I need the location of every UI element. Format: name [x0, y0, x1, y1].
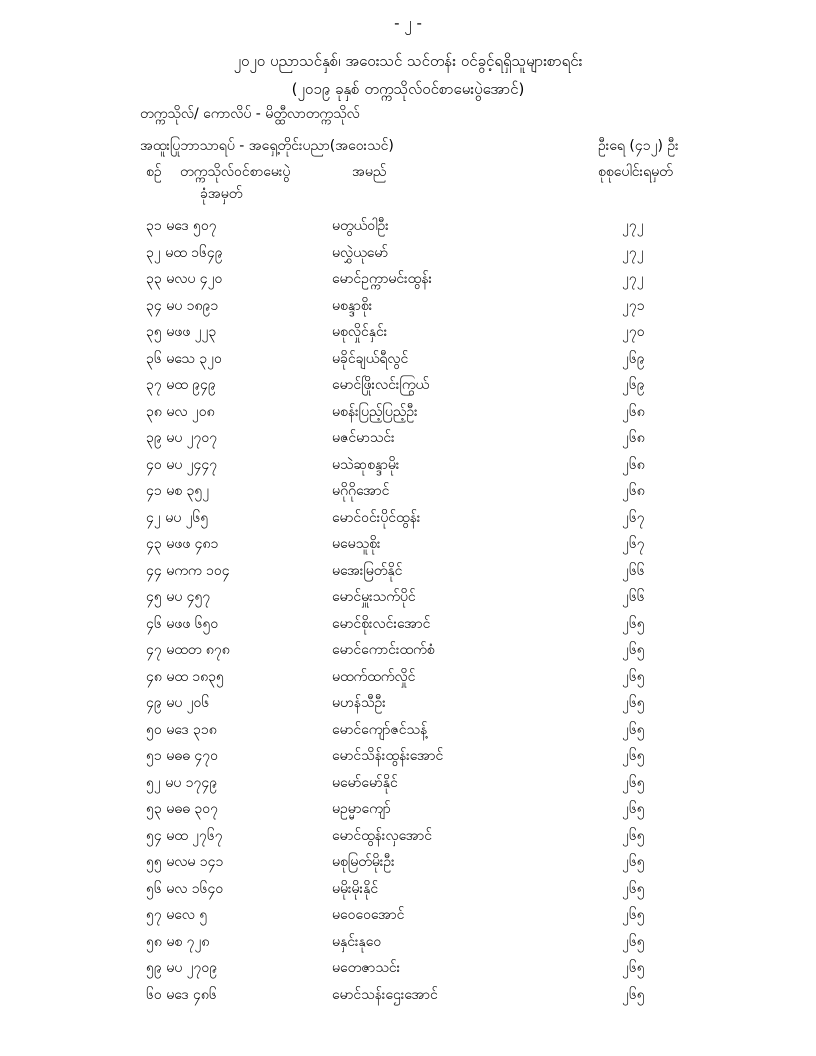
roll-number-cell: ၄၅ မပ ၄၅၇ — [146, 589, 211, 605]
document-title: ၂၀၂၀ ပညာသင်နှစ်၊ အဝေးသင် သင်တန်း ဝင်ခွင့်ရရှိသူများစာရင်း — [233, 52, 583, 70]
roll-number-cell: ၄၇ မထတ ၈၇၈ — [146, 642, 230, 658]
name-cell: မတေဇာသင်း — [332, 960, 401, 976]
name-cell: မခိုင်ချယ်ရီလွင် — [332, 350, 409, 367]
score-cell: ၂၆၇ — [622, 536, 645, 552]
score-cell: ၂၆၅ — [622, 933, 645, 950]
roll-number-cell: ၄၈ မထ ၁၈၃၅ — [146, 668, 224, 685]
name-cell: မတွယ်ဝါဦး — [332, 218, 389, 234]
score-cell: ၂၆၅ — [622, 721, 645, 738]
score-cell: ၂၇၀ — [622, 324, 645, 340]
roll-number-cell: ၅၂ မပ ၁၇၄၉ — [146, 774, 218, 791]
name-cell: မဇင်မာသင်း — [332, 430, 395, 446]
table-row — [0, 214, 816, 241]
score-cell: ၂၆၅ — [622, 695, 645, 711]
name-cell: မစုလှိုင်နှင်း — [332, 324, 388, 340]
score-cell: ၂၆၈ — [622, 456, 645, 473]
roll-number-cell: ၄၃ မဖဖ ၄၈၁ — [146, 536, 219, 552]
table-row — [0, 850, 816, 877]
score-cell: ၂၆၆ — [622, 589, 645, 605]
roll-number-cell: ၃၉ မပ ၂၇၀၇ — [146, 430, 218, 446]
roll-number-cell: ၃၆ မသေ ၃၂၀ — [146, 350, 222, 367]
name-cell: မမော်မော်နိုင် — [332, 774, 398, 791]
roll-number-cell: ၃၂ မထ ၁၆၄၉ — [146, 244, 223, 261]
name-cell: မလွှဲယုမော် — [332, 244, 389, 261]
name-cell: မောင်ဝင်းပိုင်ထွန်း — [332, 509, 421, 526]
table-row — [0, 638, 816, 665]
table-row — [0, 718, 816, 745]
table-row — [0, 665, 816, 692]
score-cell: ၂၆၈ — [622, 430, 645, 446]
roll-number-cell: ၅၀ မဒေ ၃၁၈ — [146, 721, 217, 738]
name-cell: မနှင်းနုဝေ — [332, 933, 382, 950]
roll-number-cell: ၄၁ မစ ၃၅၂ — [146, 483, 210, 499]
header-serial: စဉ် — [146, 164, 162, 180]
header-score: စုစုပေါင်းရမှတ် — [598, 164, 673, 180]
table-row — [0, 956, 816, 983]
roll-number-cell: ၃၈ မလ ၂၀၈ — [146, 403, 215, 420]
table-row — [0, 903, 816, 930]
score-cell: ၂၆၇ — [622, 509, 645, 526]
roll-number-cell: ၃၃ မလပ ၄၂၀ — [146, 271, 223, 287]
roll-number-cell: ၄၂ မပ ၂၆၅ — [146, 509, 209, 526]
name-cell: မသဲဆုစန္ဒာမိုး — [332, 456, 400, 473]
name-cell: မစန္ဒာစိုး — [332, 297, 373, 314]
roll-number-cell: ၅၇ မလေ ၅ — [146, 907, 208, 923]
name-cell: မဂိုဂိုအောင် — [332, 483, 390, 499]
score-cell: ၂၇၂ — [622, 218, 644, 234]
table-row — [0, 267, 816, 294]
score-cell: ၂၆၅ — [622, 960, 645, 976]
name-cell: မစုမြတ်မိုးဦး — [332, 854, 395, 870]
roll-number-cell: ၄၄ မကက ၁၀၄ — [146, 562, 230, 579]
name-cell: မောင်ထွန်းလှအောင် — [332, 827, 433, 844]
name-cell: မမိုးမိုးနိုင် — [332, 880, 379, 897]
table-row — [0, 744, 816, 771]
name-cell: မဝေဝေအောင် — [332, 907, 405, 923]
roll-number-cell: ၃၁ မဒေ ၅၀၇ — [146, 218, 217, 234]
roll-number-cell: ၄၀ မပ ၂၄၄၇ — [146, 456, 218, 473]
score-cell: ၂၆၅ — [622, 668, 645, 685]
table-row — [0, 426, 816, 453]
name-cell: မဟန်သီဦး — [332, 695, 386, 711]
total-count: ဦးရေ (၄၁၂) ဦး — [598, 138, 679, 154]
roll-number-cell: ၅၃ မဓဓ ၃၀၇ — [146, 801, 219, 817]
name-cell: မောင်ဖြိုးလင်းကြွယ် — [332, 377, 430, 393]
table-row — [0, 771, 816, 798]
results-list — [0, 214, 816, 1009]
name-cell: မောင်မှူးသက်ပိုင် — [332, 589, 416, 605]
table-row — [0, 400, 816, 427]
table-row — [0, 479, 816, 506]
name-cell: မောင်စိုးလင်းအောင် — [332, 615, 431, 632]
document-subtitle: (၂၀၁၉ ခုနှစ် တက္ကသိုလ်ဝင်စာမေးပွဲအောင်) — [291, 80, 525, 98]
university-label: တက္ကသိုလ်/ ကောလိပ် - မိတ္ထီလာတက္ကသိုလ် — [140, 106, 360, 122]
score-cell: ၂၆၅ — [622, 615, 645, 632]
name-cell: မောင်ကျော်ဇင်သန့် — [332, 721, 428, 738]
score-cell: ၂၇၁ — [622, 297, 645, 314]
table-row — [0, 559, 816, 586]
name-cell: မဥမ္မာကျော် — [332, 801, 391, 817]
table-row — [0, 453, 816, 480]
table-row — [0, 877, 816, 904]
roll-number-cell: ၅၆ မလ ၁၆၄၀ — [146, 880, 224, 897]
table-row — [0, 532, 816, 559]
table-row — [0, 294, 816, 321]
table-row — [0, 241, 816, 268]
score-cell: ၂၆၅ — [622, 748, 645, 764]
roll-number-cell: ၃၅ မဖဖ ၂၂၃ — [146, 324, 217, 340]
score-cell: ၂၆၅ — [622, 774, 645, 791]
score-cell: ၂၆၅ — [622, 854, 645, 870]
score-cell: ၂၇၂ — [622, 271, 644, 287]
table-row — [0, 612, 816, 639]
table-row — [0, 824, 816, 851]
table-row — [0, 320, 816, 347]
name-cell: မောင်ကောင်းထက်စံ — [332, 642, 435, 658]
roll-number-cell: ၄၆ မဖဖ ၆၅၀ — [146, 615, 219, 632]
roll-number-cell: ၆၀ မဒေ ၄၈၆ — [146, 986, 217, 1003]
table-row — [0, 347, 816, 374]
table-row — [0, 691, 816, 718]
table-row — [0, 585, 816, 612]
score-cell: ၂၆၅ — [622, 986, 645, 1003]
name-cell: မမေသူစိုး — [332, 536, 381, 552]
major-label: အထူးပြုဘာသာရပ် - အရှေ့တိုင်းပညာ(အဝေးသင်) — [140, 138, 394, 154]
roll-number-cell: ၅၉ မပ ၂၇၀၉ — [146, 960, 218, 976]
score-cell: ၂၆၅ — [622, 642, 645, 658]
name-cell: မောင်ဥက္ကာမင်းထွန်း — [332, 271, 432, 287]
name-cell: မောင်သန်းဌေးအောင် — [332, 986, 438, 1003]
table-row — [0, 930, 816, 957]
roll-number-cell: ၅၈ မစ ၇၂၈ — [146, 933, 210, 950]
page-number: - ၂ - — [394, 14, 422, 32]
roll-number-cell: ၃၄ မပ ၁၈၉၁ — [146, 297, 219, 314]
score-cell: ၂၆၈ — [622, 403, 645, 420]
score-cell: ၂၆၆ — [622, 562, 645, 579]
table-row — [0, 373, 816, 400]
header-roll-number-line2: ခုံအမှတ် — [200, 186, 243, 202]
header-name: အမည် — [352, 164, 387, 180]
name-cell: မအေးမြတ်နိုင် — [332, 562, 403, 579]
score-cell: ၂၆၅ — [622, 827, 645, 844]
roll-number-cell: ၅၅ မလမ ၁၄၁ — [146, 854, 224, 870]
score-cell: ၂၆၅ — [622, 801, 645, 817]
name-cell: မစန်းပြည့်ပြည့်ဦး — [332, 403, 418, 420]
score-cell: ၂၆၅ — [622, 907, 645, 923]
score-cell: ၂၇၂ — [622, 244, 644, 261]
table-row — [0, 797, 816, 824]
table-row — [0, 506, 816, 533]
score-cell: ၂၆၈ — [622, 483, 645, 499]
header-roll-number: တက္ကသိုလ်ဝင်စာမေးပွဲ — [180, 164, 291, 180]
name-cell: မထက်ထက်လှိုင် — [332, 668, 416, 685]
score-cell: ၂၆၉ — [622, 377, 645, 393]
score-cell: ၂၆၉ — [622, 350, 645, 367]
score-cell: ၂၆၅ — [622, 880, 645, 897]
roll-number-cell: ၅၄ မထ ၂၇၆၇ — [146, 827, 223, 844]
roll-number-cell: ၅၁ မဓဓ ၄၇၀ — [146, 748, 219, 764]
name-cell: မောင်သိန်းထွန်းအောင် — [332, 748, 444, 764]
table-row — [0, 983, 816, 1010]
roll-number-cell: ၄၉ မပ ၂၀၆ — [146, 695, 210, 711]
roll-number-cell: ၃၇ မထ ၉၄၉ — [146, 377, 216, 393]
